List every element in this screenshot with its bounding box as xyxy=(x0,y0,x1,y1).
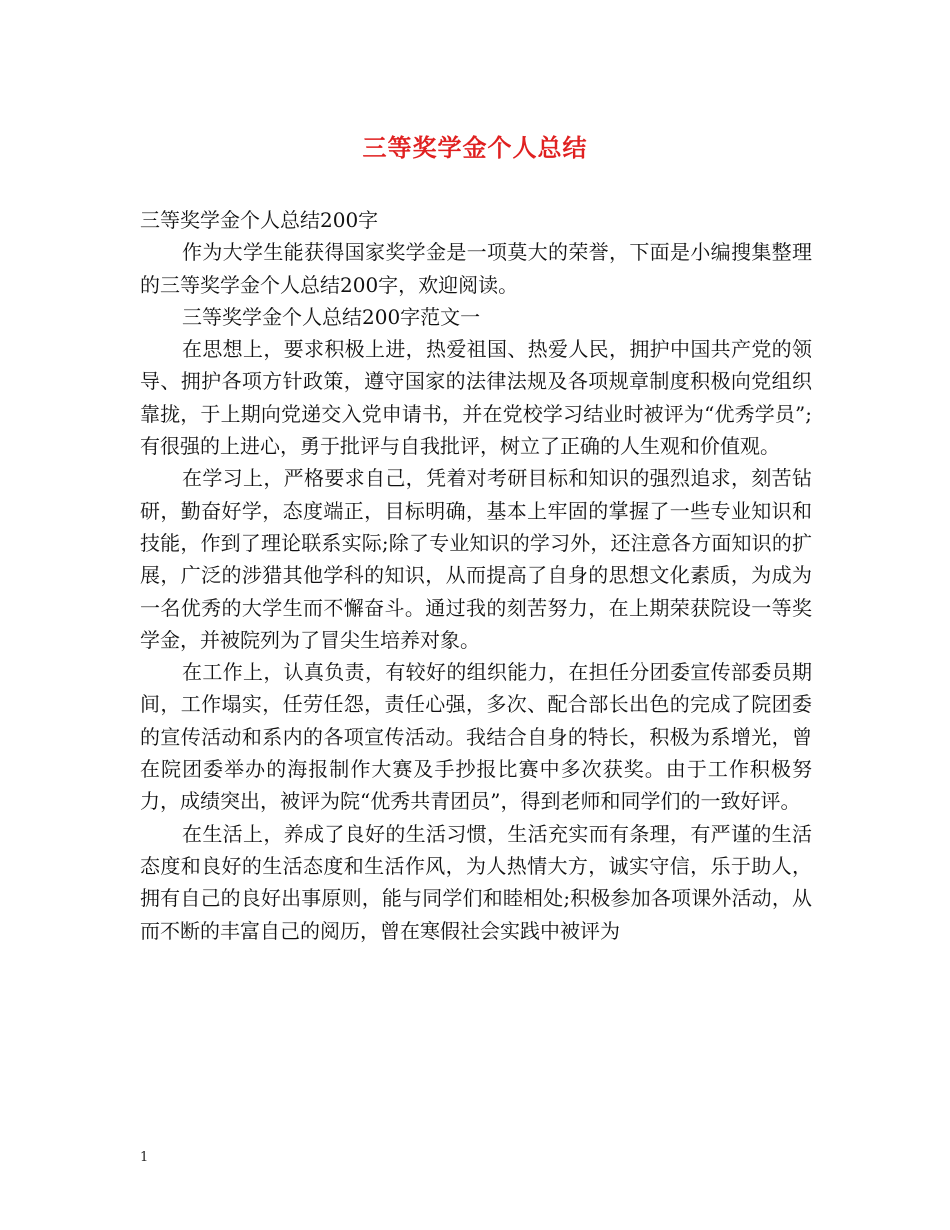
paragraph: 在生活上，养成了良好的生活习惯，生活充实而有条理，有严谨的生活态度和良好的生活态度和生活作风，为人热情大方，诚实守信，乐于助人，拥有自己的良好出事原则，能与同学们和睦相处;积极参加各项课外活动，从而不断的丰富自己的阅历，曾在寒假社会实践中被评为 xyxy=(140,821,812,943)
paragraph: 三等奖学金个人总结200字范文一 xyxy=(182,304,481,329)
paragraph: 三等奖学金个人总结200字 xyxy=(140,208,379,232)
page-number: 1 xyxy=(140,1150,149,1165)
paragraph: 在思想上，要求积极上进，热爱祖国、热爱人民，拥护中国共产党的领导、拥护各项方针政策，遵守国家的法律法规及各项规章制度积极向党组织靠拢，于上期向党递交入党申请书，并在党校学习结业时被评为“优秀学员”;有很强的上进心，勇于批评与自我批评，树立了正确的人生观和价值观。 xyxy=(140,337,812,459)
paragraph: 在学习上，严格要求自己，凭着对考研目标和知识的强烈追求，刻苦钻研，勤奋好学，态度端正，目标明确，基本上牢固的掌握了一些专业知识和技能，作到了理论联系实际;除了专业知识的学习外，还注意各方面知识的扩展，广泛的涉猎其他学科的知识，从而提高了自身的思想文化素质，为成为一名优秀的大学生而不懈奋斗。通过我的刻苦努力，在上期荣获院设一等奖学金，并被院列为了冒尖生培养对象。 xyxy=(140,466,812,652)
document-title: 三等奖学金个人总结 xyxy=(362,133,588,162)
paragraph: 作为大学生能获得国家奖学金是一项莫大的荣誉，下面是小编搜集整理的三等奖学金个人总结200字，欢迎阅读。 xyxy=(140,240,812,297)
document-body xyxy=(140,204,812,947)
paragraph: 在工作上，认真负责，有较好的组织能力，在担任分团委宣传部委员期间，工作塌实，任劳任怨，责任心强，多次、配合部长出色的完成了院团委的宣传活动和系内的各项宣传活动。我结合自身的特长，积极为系增光，曾在院团委举办的海报制作大赛及手抄报比赛中多次获奖。由于工作积极努力，成绩突出，被评为院“优秀共青团员”，得到老师和同学们的一致好评。 xyxy=(140,660,812,814)
